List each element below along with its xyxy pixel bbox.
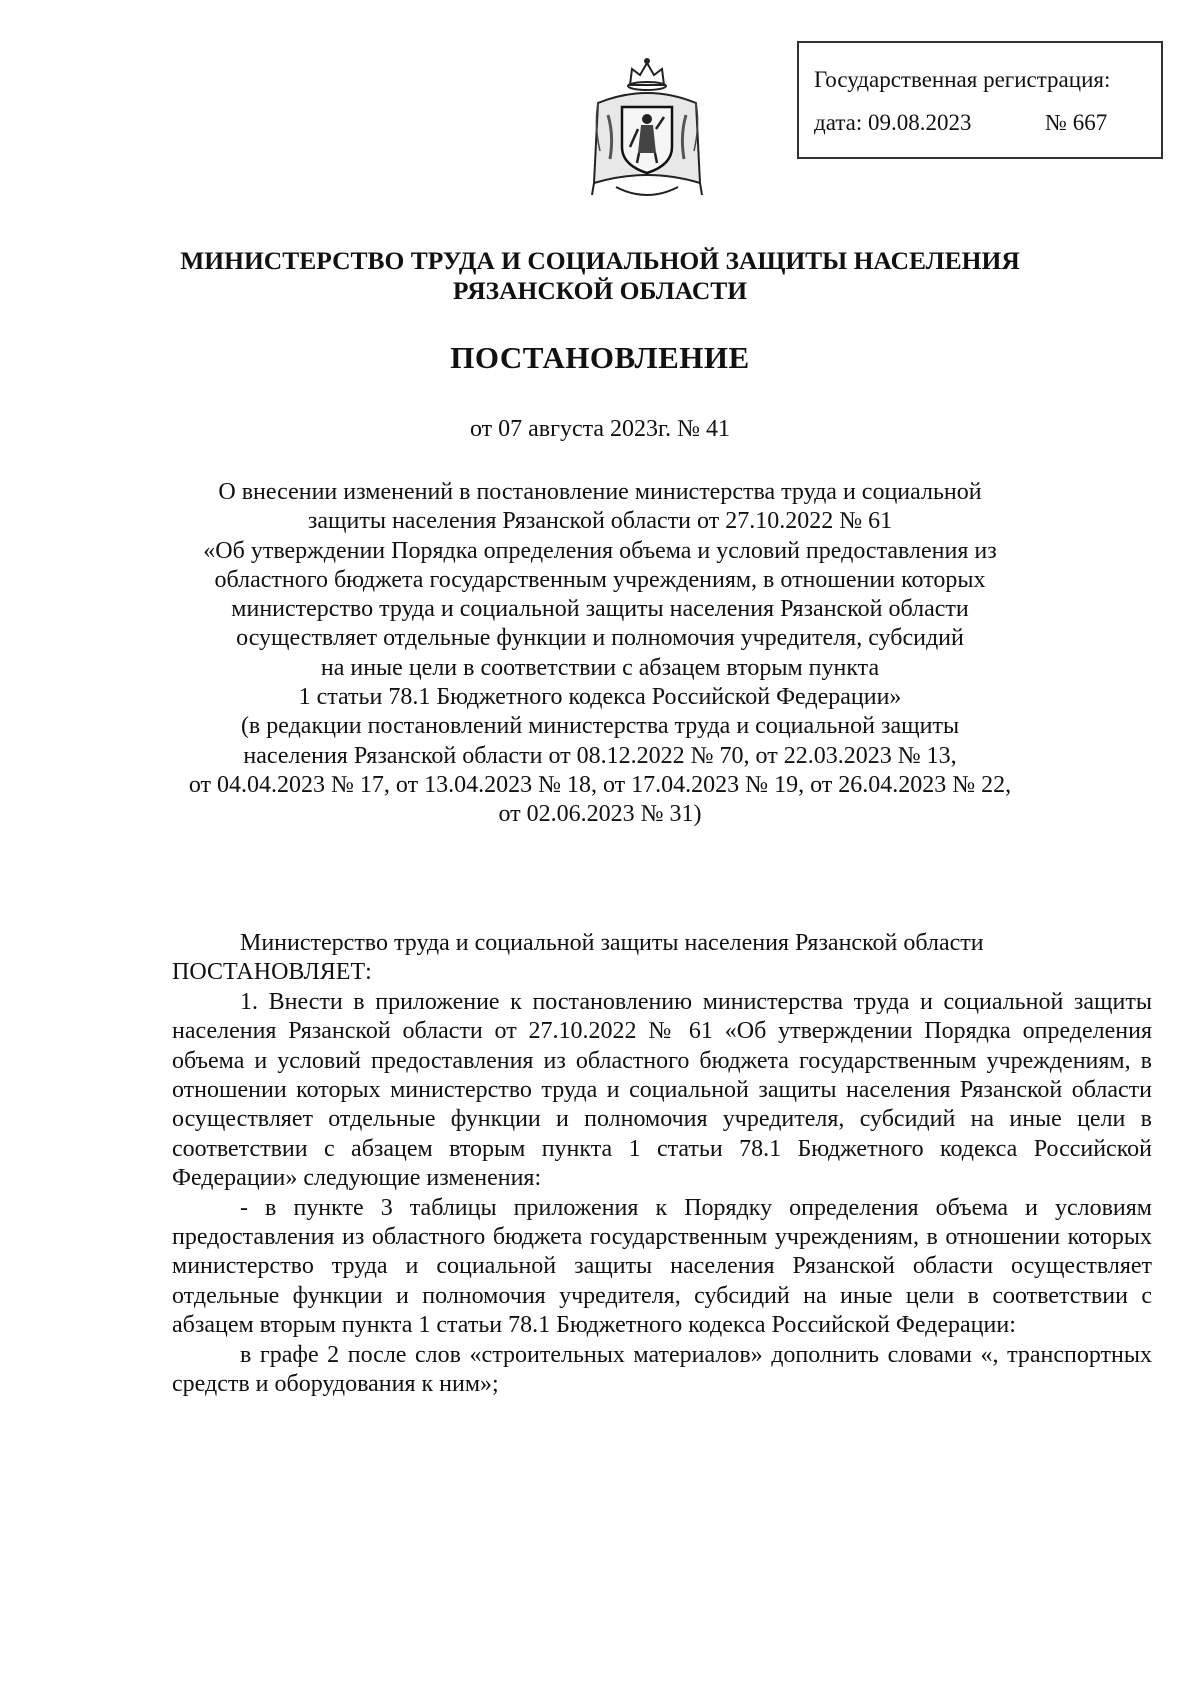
ministry-name: [100, 246, 1100, 306]
registration-number: № 667: [1045, 110, 1108, 135]
body-change: в графе 2 после слов «строительных материалов» дополнить словами «, транспортных средств и оборудования к ним»;: [172, 1341, 1152, 1398]
subject-line: «Об утверждении Порядка определения объема и условий предоставления из: [203, 537, 997, 564]
subject-line: 1 статьи 78.1 Бюджетного кодекса Российской Федерации»: [298, 684, 902, 711]
document-type: ПОСТАНОВЛЕНИЕ: [450, 340, 750, 375]
document-date: от 07 августа 2023г. № 41: [469, 416, 731, 442]
subject-line: от 02.06.2023 № 31): [498, 801, 702, 828]
decree-word: ПОСТАНОВЛЯЕТ:: [172, 959, 372, 986]
registration-stamp: [797, 41, 1163, 159]
ministry-name-line2: РЯЗАНСКОЙ ОБЛАСТИ: [452, 276, 748, 305]
body-intro: Министерство труда и социальной защиты населения Рязанской области: [240, 930, 984, 956]
subject-line: областного бюджета государственным учреждениям, в отношении которых: [214, 566, 986, 593]
ministry-name-line1: МИНИСТЕРСТВО ТРУДА И СОЦИАЛЬНОЙ ЗАЩИТЫ НАСЕЛЕНИЯ: [180, 246, 1020, 275]
subject-line: (в редакции постановлений министерства труда и социальной защиты: [240, 713, 960, 740]
subject-line: министерство труда и социальной защиты населения Рязанской области: [231, 596, 969, 623]
subject-line: О внесении изменений в постановление министерства труда и социальной: [218, 479, 982, 505]
document-body: [172, 929, 1152, 1400]
registration-date: дата: 09.08.2023: [814, 110, 972, 135]
body-item-1: 1. Внести в приложение к постановлению министерства труда и социальной защиты населения Рязанской области от 27.10.2022 № 61 «Об утверждении Порядка определения объема и условий предоставления из областного бюджета государственным учреждениям, в отношении которых министерство труда и социальной защиты населения Рязанской области осуществляет отдельные функции и полномочия учредителя, субсидий на иные цели в соответствии с абзацем вторым пункта 1 статьи 78.1 Бюджетного кодекса Российской Федерации» следующие изменения:: [172, 988, 1152, 1192]
ryazan-coat-of-arms-icon: [586, 55, 708, 205]
subject-line: от 04.04.2023 № 17, от 13.04.2023 № 18, от 17.04.2023 № 19, от 26.04.2023 № 22,: [188, 771, 1012, 798]
subject-line: на иные цели в соответствии с абзацем вторым пункта: [320, 654, 880, 681]
subject-line: защиты населения Рязанской области от 27.10.2022 № 61: [307, 508, 893, 535]
registration-title: Государственная регистрация:: [814, 67, 1111, 92]
subject-line: осуществляет отдельные функции и полномочия учредителя, субсидий: [236, 625, 964, 652]
subject-line: населения Рязанской области от 08.12.2022 № 70, от 22.03.2023 № 13,: [243, 742, 957, 769]
document-subject: [160, 478, 1040, 830]
body-subitem: - в пункте 3 таблицы приложения к Порядку определения объема и условиям предоставления из областного бюджета государственным учреждениям, в отношении которых министерство труда и социальной защиты населения Рязанской области осуществляет отдельные функции и полномочия учредителя, субсидий на иные цели в соответствии с абзацем вторым пункта 1 статьи 78.1 Бюджетного кодекса Российской Федерации:: [172, 1194, 1152, 1339]
